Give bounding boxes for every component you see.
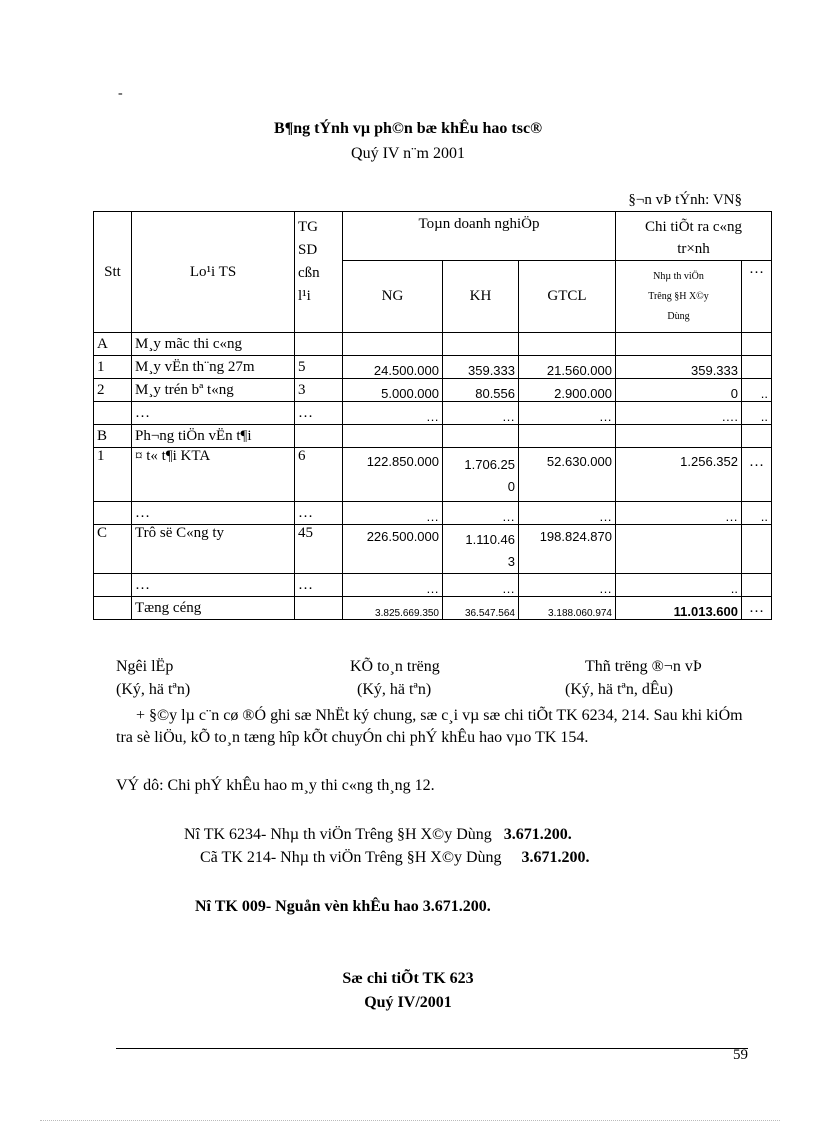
header-project-detail: Chi tiÕt ra c«ng tr×nh	[616, 212, 772, 261]
doc-title: B¶ng tÝnh vµ ph©n bæ khÊu hao tsc®	[273, 120, 543, 137]
header-kh: KH	[443, 261, 519, 333]
header-gtcl: GTCL	[519, 261, 616, 333]
section-subtitle: Quý IV/2001	[364, 994, 452, 1011]
sign-preparer: Ngêi lËp	[116, 658, 174, 675]
table-row: 1 ¤ t« t¶i KTA 6 122.850.000 1.706.25 0 52.630.000 1.256.352 …	[94, 448, 772, 502]
header-remaining-time: TG SD cßn l¹i	[295, 212, 343, 333]
table-row: … … … … … ..	[94, 574, 772, 597]
entry-debit-009: Nî TK 009- Nguån vèn khÊu hao 3.671.200.	[195, 898, 491, 915]
page-number: 59	[733, 1047, 748, 1063]
sign-unit-head-note: (Ký, hä tªn, dÊu)	[565, 681, 673, 698]
section-title: Sæ chi tiÕt TK 623	[342, 970, 474, 987]
footer-divider	[116, 1048, 748, 1049]
entry-credit-214: Cã TK 214- Nhµ th viÖn Trêng §H X©y Dùng 3.671.200.	[200, 849, 590, 866]
page-bottom-border	[40, 1120, 780, 1121]
table-row: … … … … … …. ..	[94, 402, 772, 425]
table-row: B Ph¬ng tiÖn vËn t¶i	[94, 425, 772, 448]
unit-label: §¬n vÞ tÝnh: VN§	[628, 192, 742, 208]
header-stt: Stt	[94, 212, 132, 333]
header-ng: NG	[343, 261, 443, 333]
table-row: 2 M¸y trén bª t«ng 3 5.000.000 80.556 2.900.000 0 ..	[94, 379, 772, 402]
header-asset-type: Lo¹i TS	[132, 212, 295, 333]
doc-subtitle: Quý IV n¨m 2001	[351, 145, 465, 162]
table-row: … … … … … … ..	[94, 502, 772, 525]
sign-chief-accountant: KÕ to¸n trëng	[350, 658, 440, 675]
header-whole-enterprise: Toµn doanh nghiÖp	[343, 212, 616, 261]
top-mark: -	[118, 86, 123, 101]
table-row: 1 M¸y vËn th¨ng 27m 5 24.500.000 359.333 21.560.000 359.333	[94, 356, 772, 379]
paragraph-example: VÝ dô: Chi phÝ khÊu hao m¸y thi c«ng th¸ng 12.	[116, 777, 435, 794]
paragraph-note: + §©y lµ c¨n cø ®Ó ghi sæ NhËt ký chung, sæ c¸i vµ sæ chi tiÕt TK 6234, 214. Sau khi kiÓm tra sè liÖu, kÕ to¸n tæng hîp kÕt chuyÓn chi phÝ khÊu hao vµo TK 154.	[116, 707, 743, 746]
sign-chief-accountant-note: (Ký, hä tªn)	[357, 681, 432, 698]
table-row: C Trô së C«ng ty 45 226.500.000 1.110.46 3 198.824.870	[94, 525, 772, 574]
table-row-total: Tæng céng 3.825.669.350 36.547.564 3.188.060.974 11.013.600 …	[94, 597, 772, 620]
header-more: …	[742, 261, 772, 333]
depreciation-table	[93, 211, 772, 620]
sign-unit-head: Thñ trëng ®¬n vÞ	[585, 658, 702, 675]
entry-debit-6234: Nî TK 6234- Nhµ th viÖn Trêng §H X©y Dùng 3.671.200.	[184, 826, 572, 843]
sign-preparer-note: (Ký, hä tªn)	[116, 681, 191, 698]
table-row: A M¸y mãc thi c«ng	[94, 333, 772, 356]
header-library-building: Nhµ th viÖn Trêng §H X©y Dùng	[616, 261, 742, 333]
